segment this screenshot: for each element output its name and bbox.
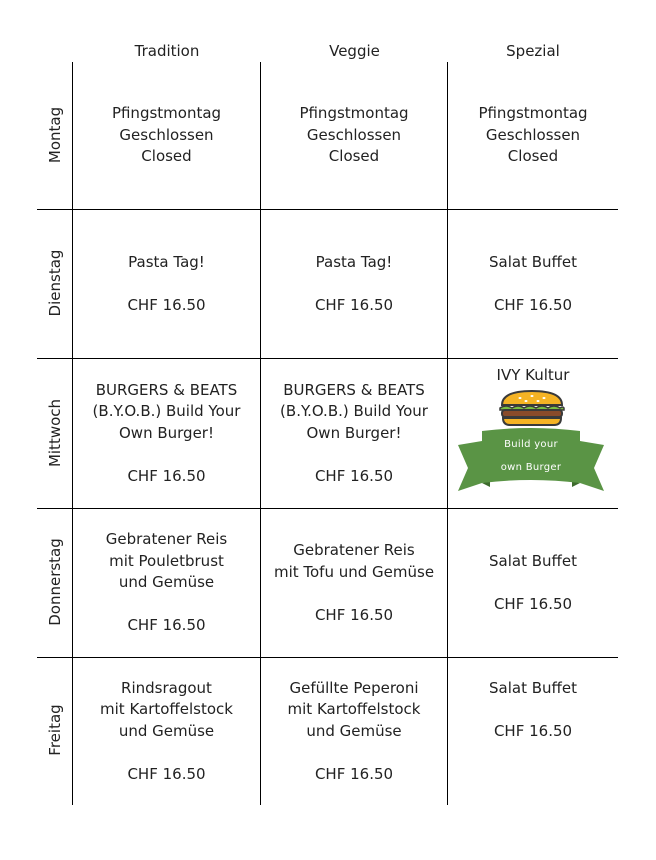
dish-line: Closed <box>507 147 559 166</box>
dish-line: Closed <box>328 147 380 166</box>
dish-line: (B.Y.O.B.) Build Your <box>92 402 241 421</box>
dish-line: Pasta Tag! <box>128 252 205 271</box>
burger-icon-graphic <box>498 388 566 428</box>
dish-line: Own Burger! <box>119 423 214 442</box>
menu-cell-montag-spezial <box>448 62 618 209</box>
day-label-mittwoch: Mittwoch <box>46 398 64 468</box>
build-your-own-burger-banner <box>456 425 606 501</box>
price-label: CHF 16.50 <box>493 295 573 314</box>
dish-line: Closed <box>141 147 192 166</box>
day-label-dienstag: Dienstag <box>46 249 64 317</box>
dish-line: (B.Y.O.B.) Build Your <box>280 402 428 421</box>
dish-line: Geschlossen <box>119 125 214 144</box>
menu-cell-donnerstag-spezial <box>448 509 618 657</box>
dish-line: BURGERS & BEATS <box>283 380 425 399</box>
dish-line: Pfingstmontag <box>299 104 409 123</box>
price-label: CHF 16.50 <box>314 295 394 314</box>
price-label: CHF 16.50 <box>314 466 394 485</box>
price-label: CHF 16.50 <box>314 605 394 624</box>
special-event-title: IVY Kultur <box>496 366 570 384</box>
price-label: CHF 16.50 <box>127 466 206 485</box>
menu-cell-dienstag-spezial <box>448 210 618 358</box>
price-label: CHF 16.50 <box>493 594 573 613</box>
price-label: CHF 16.50 <box>493 722 573 741</box>
column-header-tradition: Tradition <box>134 42 200 60</box>
menu-cell-freitag-tradition <box>73 658 260 805</box>
dish-line: Salat Buffet <box>489 551 577 570</box>
dish-line: und Gemüse <box>118 721 215 740</box>
dish-line: Pfingstmontag <box>111 104 222 123</box>
dish-line: Gebratener Reis <box>105 530 228 549</box>
menu-cell-dienstag-tradition <box>73 210 260 358</box>
dish-line: Own Burger! <box>306 423 402 442</box>
dish-line: mit Kartoffelstock <box>100 700 233 719</box>
dish-line: mit Tofu und Gemüse <box>273 562 435 581</box>
menu-cell-donnerstag-tradition <box>73 509 260 657</box>
column-header-spezial: Spezial <box>506 42 560 60</box>
menu-cell-dienstag-veggie <box>261 210 447 358</box>
menu-cell-donnerstag-veggie <box>261 509 447 657</box>
day-label-donnerstag: Donnerstag <box>46 538 64 626</box>
dish-line: mit Kartoffelstock <box>287 700 421 719</box>
price-label: CHF 16.50 <box>314 764 394 783</box>
dish-line: Geschlossen <box>306 125 402 144</box>
banner-text <box>482 431 580 481</box>
menu-cell-freitag-spezial <box>448 658 618 805</box>
menu-cell-mittwoch-veggie <box>261 359 447 508</box>
banner-line: Build your <box>504 439 558 450</box>
dish-line: Geschlossen <box>485 125 581 144</box>
day-label-freitag: Freitag <box>46 704 64 756</box>
banner-line: own Burger <box>500 462 562 473</box>
dish-line: Salat Buffet <box>489 252 577 271</box>
dish-line: mit Pouletbrust <box>109 551 224 570</box>
dish-line: Pasta Tag! <box>315 252 393 271</box>
column-header-veggie: Veggie <box>329 42 380 60</box>
dish-line: Pfingstmontag <box>478 104 588 123</box>
dish-line: Rindsragout <box>121 678 212 697</box>
menu-cell-freitag-veggie <box>261 658 447 805</box>
menu-cell-montag-veggie <box>261 62 447 209</box>
dish-line: BURGERS & BEATS <box>95 380 238 399</box>
menu-cell-montag-tradition <box>73 62 260 209</box>
price-label: CHF 16.50 <box>127 764 206 783</box>
dish-line: und Gemüse <box>118 573 215 592</box>
price-label: CHF 16.50 <box>127 616 206 635</box>
dish-line: und Gemüse <box>306 721 402 740</box>
price-label: CHF 16.50 <box>127 295 206 314</box>
day-label-montag: Montag <box>46 106 64 164</box>
dish-line: Gefüllte Peperoni <box>289 678 419 697</box>
dish-line: Salat Buffet <box>489 679 577 698</box>
dish-line: Gebratener Reis <box>293 541 415 559</box>
menu-cell-mittwoch-tradition <box>73 359 260 508</box>
